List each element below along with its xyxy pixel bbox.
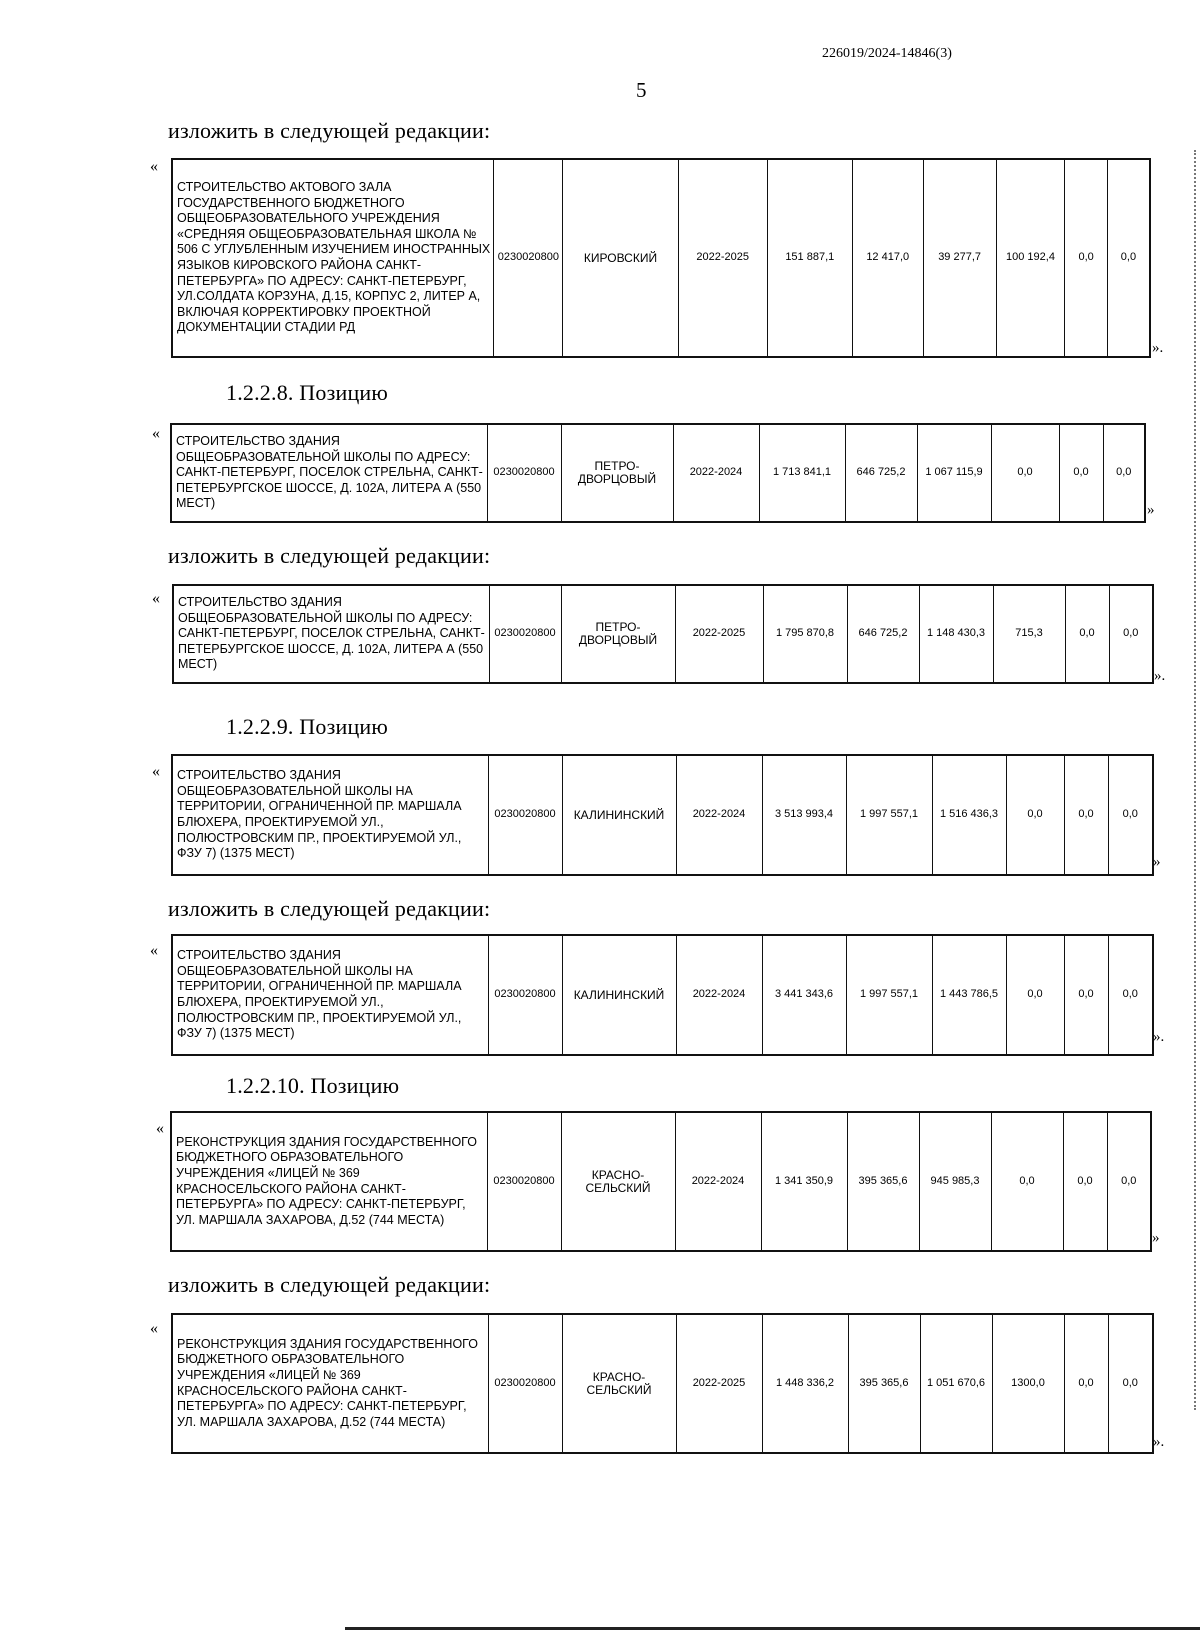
amount-2: 945 985,3 [919, 1112, 991, 1251]
amount-1: 395 365,6 [848, 1314, 920, 1453]
amount-4: 0,0 [1063, 1112, 1107, 1251]
amount-2: 1 051 670,6 [920, 1314, 992, 1453]
period: 2022-2024 [675, 1112, 761, 1251]
amount-3: 715,3 [993, 585, 1065, 683]
section-heading: 1.2.2.8. Позицию [226, 380, 389, 405]
district: КАЛИНИНСКИЙ [562, 755, 676, 875]
budget-code: 0230020800 [488, 1314, 562, 1453]
data-table-row-1 [171, 158, 1151, 358]
period: 2022-2024 [673, 424, 759, 522]
amount-1: 646 725,2 [847, 585, 919, 683]
period: 2022-2024 [676, 755, 762, 875]
object-name: РЕКОНСТРУКЦИЯ ЗДАНИЯ ГОСУДАРСТВЕННОГО БЮДЖЕТНОГО ОБРАЗОВАТЕЛЬНОГО УЧРЕЖДЕНИЯ «ЛИЦЕЙ № 369 КРАСНОСЕЛЬСКОГО РАЙОНА САНКТ-ПЕТЕРБУРГА» ПО АДРЕСУ: САНКТ-ПЕТЕРБУРГ, УЛ. МАРШАЛА ЗАХАРОВА, Д.52 (744 МЕСТА) [172, 1314, 488, 1453]
heading-new-edition: изложить в следующей редакции: [168, 896, 491, 921]
object-name: СТРОИТЕЛЬСТВО АКТОВОГО ЗАЛА ГОСУДАРСТВЕННОГО БЮДЖЕТНОГО ОБЩЕОБРАЗОВАТЕЛЬНОГО УЧРЕЖДЕНИЯ «СРЕДНЯЯ ОБЩЕОБРАЗОВАТЕЛЬНАЯ ШКОЛА № 506 С УГЛУБЛЕННЫМ ИЗУЧЕНИЕМ ИНОСТРАННЫХ ЯЗЫКОВ КИРОВСКОГО РАЙОНА САНКТ-ПЕТЕРБУРГА» ПО АДРЕСУ: САНКТ-ПЕТЕРБУРГ, УЛ.СОЛДАТА КОРЗУНА, Д.15, КОРПУС 2, ЛИТЕР А, ВКЛЮЧАЯ КОРРЕКТИРОВКУ ПРОЕКТНОЙ ДОКУМЕНТАЦИИ СТАДИИ РД [172, 159, 494, 357]
amount-4: 0,0 [1064, 935, 1108, 1055]
document-number: 226019/2024-14846(3) [822, 46, 952, 61]
quote-close: ». [1153, 1029, 1165, 1045]
quote-close: ». [1152, 340, 1164, 356]
total-amount: 1 448 336,2 [762, 1314, 848, 1453]
total-amount: 3 513 993,4 [762, 755, 846, 875]
amount-3: 0,0 [1006, 935, 1064, 1055]
total-amount: 151 887,1 [767, 159, 852, 357]
total-amount: 3 441 343,6 [762, 935, 846, 1055]
amount-5: 0,0 [1108, 1314, 1153, 1453]
amount-4: 0,0 [1064, 755, 1108, 875]
district: КРАСНО-СЕЛЬСКИЙ [562, 1314, 676, 1453]
data-table-row-6 [170, 1111, 1152, 1252]
section-heading: 1.2.2.9. Позицию [226, 714, 389, 739]
budget-code: 0230020800 [488, 755, 562, 875]
quote-close: » [1152, 1230, 1160, 1246]
amount-2: 1 067 115,9 [917, 424, 991, 522]
amount-4: 0,0 [1064, 1314, 1108, 1453]
heading-new-edition: изложить в следующей редакции: [168, 543, 491, 568]
budget-code: 0230020800 [489, 585, 561, 683]
amount-2: 1 148 430,3 [919, 585, 993, 683]
budget-code: 0230020800 [487, 424, 561, 522]
total-amount: 1 341 350,9 [761, 1112, 847, 1251]
quote-close: ». [1153, 1434, 1165, 1450]
object-name: СТРОИТЕЛЬСТВО ЗДАНИЯ ОБЩЕОБРАЗОВАТЕЛЬНОЙ ШКОЛЫ НА ТЕРРИТОРИИ, ОГРАНИЧЕННОЙ ПР. МАРШАЛА БЛЮХЕРА, ПРОЕКТИРУЕМОЙ УЛ., ПОЛЮСТРОВСКИМ ПР., ПРОЕКТИРУЕМОЙ УЛ., ФЗУ 7) (1375 МЕСТ) [172, 755, 488, 875]
object-name: СТРОИТЕЛЬСТВО ЗДАНИЯ ОБЩЕОБРАЗОВАТЕЛЬНОЙ ШКОЛЫ ПО АДРЕСУ: САНКТ-ПЕТЕРБУРГ, ПОСЕЛОК СТРЕЛЬНА, САНКТ-ПЕТЕРБУРГСКОЕ ШОССЕ, Д. 102А, ЛИТЕРА А (550 МЕСТ) [171, 424, 487, 522]
quote-open: « [150, 942, 158, 959]
object-name: РЕКОНСТРУКЦИЯ ЗДАНИЯ ГОСУДАРСТВЕННОГО БЮДЖЕТНОГО ОБРАЗОВАТЕЛЬНОГО УЧРЕЖДЕНИЯ «ЛИЦЕЙ № 369 КРАСНОСЕЛЬСКОГО РАЙОНА САНКТ-ПЕТЕРБУРГА» ПО АДРЕСУ: САНКТ-ПЕТЕРБУРГ, УЛ. МАРШАЛА ЗАХАРОВА, Д.52 (744 МЕСТА) [171, 1112, 487, 1251]
amount-1: 1 997 557,1 [846, 755, 932, 875]
scan-edge-artifact [1191, 150, 1196, 1410]
district: КРАСНО-СЕЛЬСКИЙ [561, 1112, 675, 1251]
amount-1: 646 725,2 [845, 424, 917, 522]
bottom-scan-line [345, 1627, 1200, 1630]
period: 2022-2025 [678, 159, 767, 357]
data-table-row-2 [170, 423, 1146, 523]
amount-5: 0,0 [1107, 1112, 1151, 1251]
budget-code: 0230020800 [494, 159, 563, 357]
amount-5: 0,0 [1108, 755, 1153, 875]
period: 2022-2025 [676, 1314, 762, 1453]
amount-5: 0,0 [1108, 935, 1153, 1055]
budget-code: 0230020800 [487, 1112, 561, 1251]
amount-5: 0,0 [1109, 585, 1153, 683]
period: 2022-2024 [676, 935, 762, 1055]
budget-code: 0230020800 [488, 935, 562, 1055]
data-table-row-4 [171, 754, 1154, 876]
amount-1: 12 417,0 [852, 159, 923, 357]
quote-open: « [150, 1320, 158, 1337]
amount-4: 0,0 [1065, 585, 1109, 683]
quote-open: « [152, 763, 160, 780]
data-table-row-7 [171, 1313, 1154, 1454]
district: ПЕТРО-ДВОРЦОВЫЙ [561, 585, 675, 683]
amount-3: 0,0 [991, 424, 1059, 522]
amount-1: 395 365,6 [847, 1112, 919, 1251]
amount-3: 100 192,4 [996, 159, 1065, 357]
amount-3: 0,0 [991, 1112, 1063, 1251]
amount-3: 0,0 [1006, 755, 1064, 875]
quote-close: » [1153, 854, 1161, 870]
total-amount: 1 795 870,8 [763, 585, 847, 683]
quote-close: » [1147, 502, 1155, 518]
amount-1: 1 997 557,1 [846, 935, 932, 1055]
data-table-row-5 [171, 934, 1154, 1056]
district: КИРОВСКИЙ [563, 159, 678, 357]
amount-2: 1 443 786,5 [932, 935, 1006, 1055]
total-amount: 1 713 841,1 [759, 424, 845, 522]
district: ПЕТРО-ДВОРЦОВЫЙ [561, 424, 673, 522]
amount-5: 0,0 [1107, 159, 1150, 357]
page-number: 5 [636, 78, 647, 102]
district: КАЛИНИНСКИЙ [562, 935, 676, 1055]
amount-3: 1300,0 [992, 1314, 1064, 1453]
quote-close: ». [1154, 668, 1166, 684]
quote-open: « [152, 590, 160, 607]
amount-5: 0,0 [1103, 424, 1145, 522]
amount-2: 1 516 436,3 [932, 755, 1006, 875]
heading-new-edition: изложить в следующей редакции: [168, 118, 491, 143]
period: 2022-2025 [675, 585, 763, 683]
amount-2: 39 277,7 [923, 159, 996, 357]
amount-4: 0,0 [1059, 424, 1103, 522]
amount-4: 0,0 [1065, 159, 1108, 357]
quote-open: « [156, 1120, 164, 1137]
data-table-row-3 [172, 584, 1154, 684]
object-name: СТРОИТЕЛЬСТВО ЗДАНИЯ ОБЩЕОБРАЗОВАТЕЛЬНОЙ ШКОЛЫ ПО АДРЕСУ: САНКТ-ПЕТЕРБУРГ, ПОСЕЛОК СТРЕЛЬНА, САНКТ-ПЕТЕРБУРГСКОЕ ШОССЕ, Д. 102А, ЛИТЕРА А (550 МЕСТ) [173, 585, 489, 683]
heading-new-edition: изложить в следующей редакции: [168, 1272, 491, 1297]
quote-open: « [152, 425, 160, 442]
object-name: СТРОИТЕЛЬСТВО ЗДАНИЯ ОБЩЕОБРАЗОВАТЕЛЬНОЙ ШКОЛЫ НА ТЕРРИТОРИИ, ОГРАНИЧЕННОЙ ПР. МАРШАЛА БЛЮХЕРА, ПРОЕКТИРУЕМОЙ УЛ., ПОЛЮСТРОВСКИМ ПР., ПРОЕКТИРУЕМОЙ УЛ., ФЗУ 7) (1375 МЕСТ) [172, 935, 488, 1055]
section-heading: 1.2.2.10. Позицию [226, 1073, 400, 1098]
quote-open: « [150, 158, 158, 175]
